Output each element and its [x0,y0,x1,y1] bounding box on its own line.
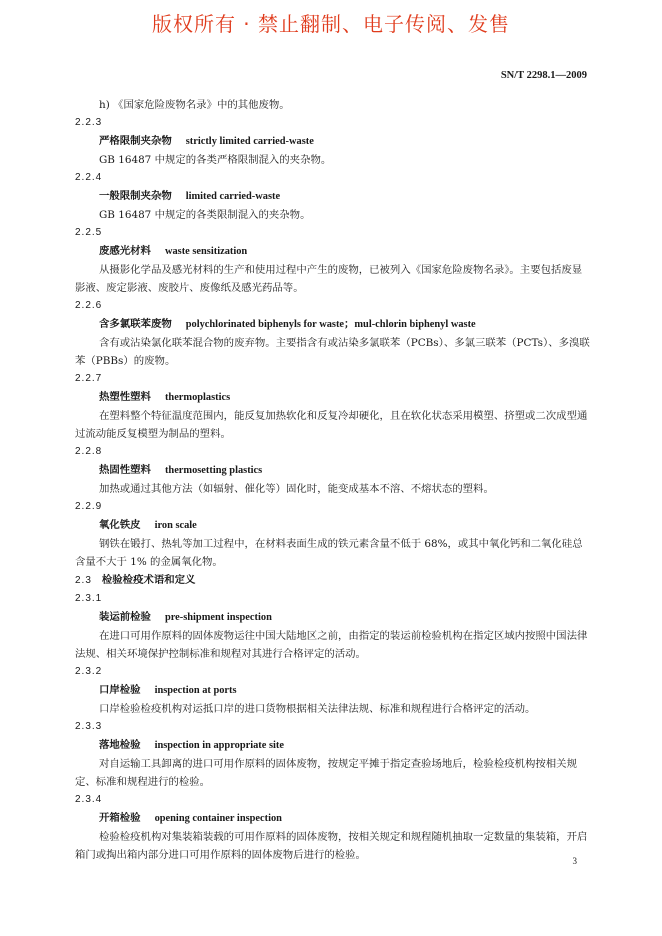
clause-number: 2.3.2 [75,666,103,677]
term-definition: 加热或通过其他方法（如辐射、催化等）固化时，能变成基本不溶、不熔状态的塑料。 [99,483,494,495]
page-number: 3 [572,856,577,866]
term-definition: 含有或沾染氯化联苯混合物的废弃物。主要指含有或沾染多氯联苯（PCBs）、多氯三联苯（PCTs）、多溴联苯（PBBs）的废物。 [75,337,590,367]
term-definition: 在进口可用作原料的固体废物运往中国大陆地区之前，由指定的装运前检验机构在指定区域内按照中国法律法规、相关环境保护控制标准和规程对其进行合格评定的活动。 [75,630,588,660]
term-english: limited carried-waste [185,191,281,202]
term-line [75,315,590,334]
term-chinese: 装运前检验 [99,611,151,623]
clause-number: 2.2.8 [75,446,103,457]
term-definition: 钢铁在锻打、热轧等加工过程中，在材料表面生成的铁元素含量不低于 68%，或其中氧化钙和二氧化硅总含量不大于 1% 的金属氧化物。 [75,538,583,568]
term-line [75,681,590,700]
term-english: waste sensitization [164,246,248,257]
term-line [75,516,590,535]
clause-number: 2.2.3 [75,117,103,128]
term-english: inspection at ports [154,685,237,696]
term-definition: 在塑料整个特征温度范围内，能反复加热软化和反复冷却硬化，且在软化状态采用模塑、挤塑或二次成型通过流动能反复模塑为制品的塑料。 [75,410,588,440]
term-line [75,461,590,480]
list-item-h: h) 《国家危险废物名录》中的其他废物。 [99,99,290,111]
term-definition: 对自运输工具卸离的进口可用作原料的固体废物，按规定平摊于指定查验场地后，检验检疫机构按相关规定、标准和规程进行的检验。 [75,758,577,788]
term-chinese: 口岸检验 [99,684,141,696]
term-definition: 口岸检验检疫机构对运抵口岸的进口货物根据相关法律法规、标准和规程进行合格评定的活动。 [99,703,536,715]
term-definition: 从摄影化学品及感光材料的生产和使用过程中产生的废物，已被列入《国家危险废物名录》。主要包括废显影液、废定影液、废胶片、废像纸及感光药品等。 [75,264,583,294]
clause-number: 2.3.3 [75,721,103,732]
term-chinese: 热塑性塑料 [99,391,151,403]
term-english: opening container inspection [154,813,282,824]
term-line [75,242,590,261]
clause-number: 2.2.7 [75,373,103,384]
clause-number: 2.2.5 [75,227,103,238]
term-english: polychlorinated biphenyls for waste；mul-chlorin biphenyl waste [185,319,476,330]
term-english: inspection in appropriate site [154,740,284,751]
term-chinese: 氧化铁皮 [99,519,141,531]
term-english: pre-shipment inspection [164,612,272,623]
term-line [75,132,590,151]
section-title: 检验检疫术语和定义 [101,574,196,586]
term-english: thermosetting plastics [164,465,263,476]
term-line [75,187,590,206]
term-chinese: 落地检验 [99,739,141,751]
document-code: SN/T 2298.1—2009 [500,70,587,81]
term-line [75,388,590,407]
term-chinese: 开箱检验 [99,812,141,824]
term-chinese: 废感光材料 [99,245,151,257]
clause-number: 2.3.4 [75,794,103,805]
term-chinese: 热固性塑料 [99,464,151,476]
term-definition: GB 16487 中规定的各类限制混入的夹杂物。 [99,209,311,221]
term-chinese: 含多氯联苯废物 [99,318,172,330]
copyright-watermark: 版权所有 · 禁止翻制、电子传阅、发售 [151,12,511,36]
term-english: thermoplastics [164,392,231,403]
term-definition: 检验检疫机构对集装箱装载的可用作原料的固体废物，按相关规定和规程随机抽取一定数量的集装箱，开启箱门或掏出箱内部分进口可用作原料的固体废物后进行的检验。 [75,831,588,861]
term-english: strictly limited carried-waste [185,136,314,147]
term-english: iron scale [154,520,197,531]
document-body [75,96,590,864]
section-number: 2.3 [75,575,92,586]
clause-number: 2.2.6 [75,300,103,311]
term-chinese: 一般限制夹杂物 [99,190,172,202]
clause-number: 2.2.4 [75,172,103,183]
term-line [75,608,590,627]
section-heading [75,571,590,590]
term-line [75,809,590,828]
term-chinese: 严格限制夹杂物 [99,135,172,147]
clause-number: 2.2.9 [75,501,103,512]
term-definition: GB 16487 中规定的各类严格限制混入的夹杂物。 [99,154,332,166]
term-line [75,736,590,755]
clause-number: 2.3.1 [75,593,103,604]
